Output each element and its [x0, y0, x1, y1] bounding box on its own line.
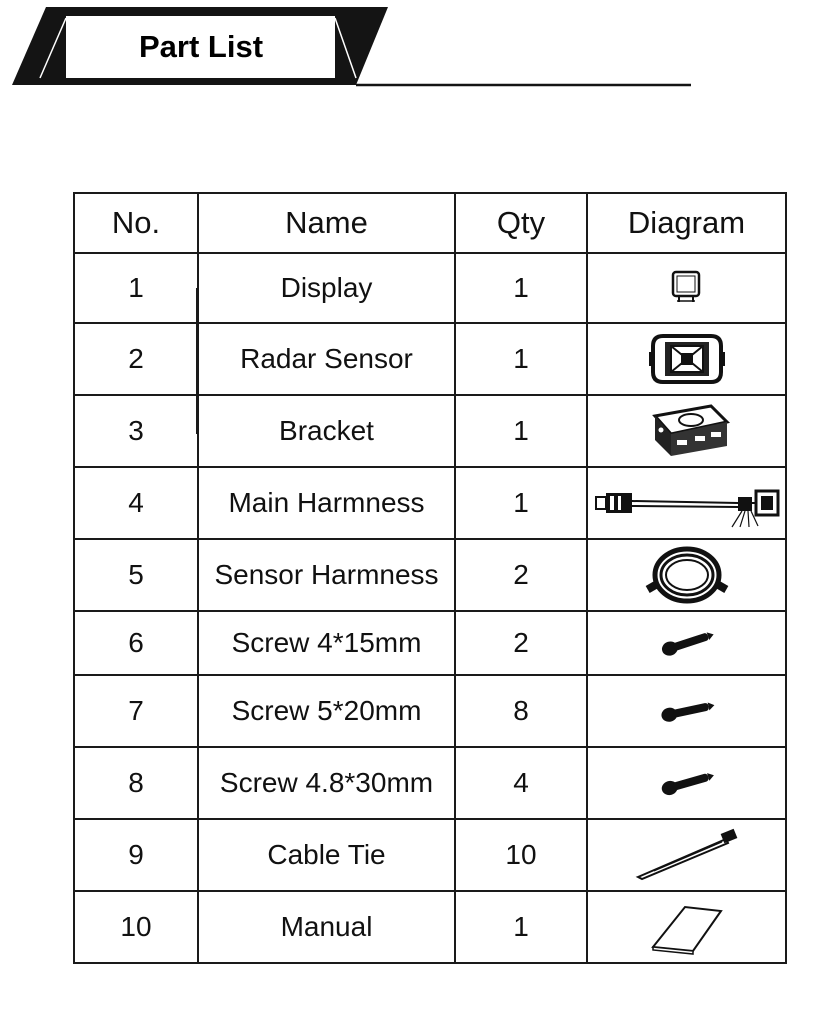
table-row — [74, 675, 786, 747]
column-header-no: No. — [74, 193, 198, 253]
table-row — [74, 323, 786, 395]
part-name: Radar Sensor — [198, 323, 455, 395]
part-qty: 1 — [455, 395, 587, 467]
part-qty: 1 — [455, 253, 587, 323]
table-row — [74, 395, 786, 467]
bracket-icon — [641, 400, 733, 462]
part-qty: 1 — [455, 323, 587, 395]
display-icon — [667, 268, 707, 308]
part-qty: 1 — [455, 467, 587, 539]
part-qty: 8 — [455, 675, 587, 747]
table-row — [74, 253, 786, 323]
radar-sensor-icon — [647, 328, 727, 390]
cable-tie-icon — [632, 827, 742, 883]
row-number: 4 — [74, 467, 198, 539]
part-diagram — [587, 747, 786, 819]
parts-table — [73, 192, 787, 964]
column-header-qty: Qty — [455, 193, 587, 253]
part-name: Screw 5*20mm — [198, 675, 455, 747]
part-name: Main Harmness — [198, 467, 455, 539]
screw-icon — [657, 694, 717, 728]
part-name: Display — [198, 253, 455, 323]
table-row — [74, 891, 786, 963]
part-diagram — [587, 539, 786, 611]
part-qty: 1 — [455, 891, 587, 963]
table-inner-divider — [196, 288, 198, 434]
part-qty: 2 — [455, 539, 587, 611]
part-name: Sensor Harmness — [198, 539, 455, 611]
table-row — [74, 611, 786, 675]
part-diagram — [587, 819, 786, 891]
table-row — [74, 819, 786, 891]
main-harness-icon — [592, 477, 782, 529]
part-qty: 2 — [455, 611, 587, 675]
page-title: Part List — [138, 29, 264, 64]
row-number: 10 — [74, 891, 198, 963]
cable-coil-icon — [641, 543, 733, 607]
part-qty: 10 — [455, 819, 587, 891]
part-diagram — [587, 323, 786, 395]
column-header-name: Name — [198, 193, 455, 253]
screw-icon — [657, 766, 717, 800]
row-number: 7 — [74, 675, 198, 747]
part-diagram — [587, 467, 786, 539]
part-name: Screw 4.8*30mm — [198, 747, 455, 819]
part-diagram — [587, 675, 786, 747]
row-number: 2 — [74, 323, 198, 395]
part-diagram — [587, 395, 786, 467]
manual-icon — [647, 899, 727, 955]
part-name: Bracket — [198, 395, 455, 467]
part-diagram — [587, 253, 786, 323]
row-number: 1 — [74, 253, 198, 323]
row-number: 9 — [74, 819, 198, 891]
part-qty: 4 — [455, 747, 587, 819]
part-name: Cable Tie — [198, 819, 455, 891]
part-diagram — [587, 611, 786, 675]
table-row — [74, 467, 786, 539]
table-row — [74, 747, 786, 819]
row-number: 5 — [74, 539, 198, 611]
part-diagram — [587, 891, 786, 963]
part-name: Manual — [198, 891, 455, 963]
table-row — [74, 539, 786, 611]
title-banner — [0, 0, 822, 100]
row-number: 6 — [74, 611, 198, 675]
table-header-row — [74, 193, 786, 253]
part-name: Screw 4*15mm — [198, 611, 455, 675]
row-number: 8 — [74, 747, 198, 819]
screw-icon — [657, 626, 717, 660]
row-number: 3 — [74, 395, 198, 467]
column-header-diagram: Diagram — [587, 193, 786, 253]
